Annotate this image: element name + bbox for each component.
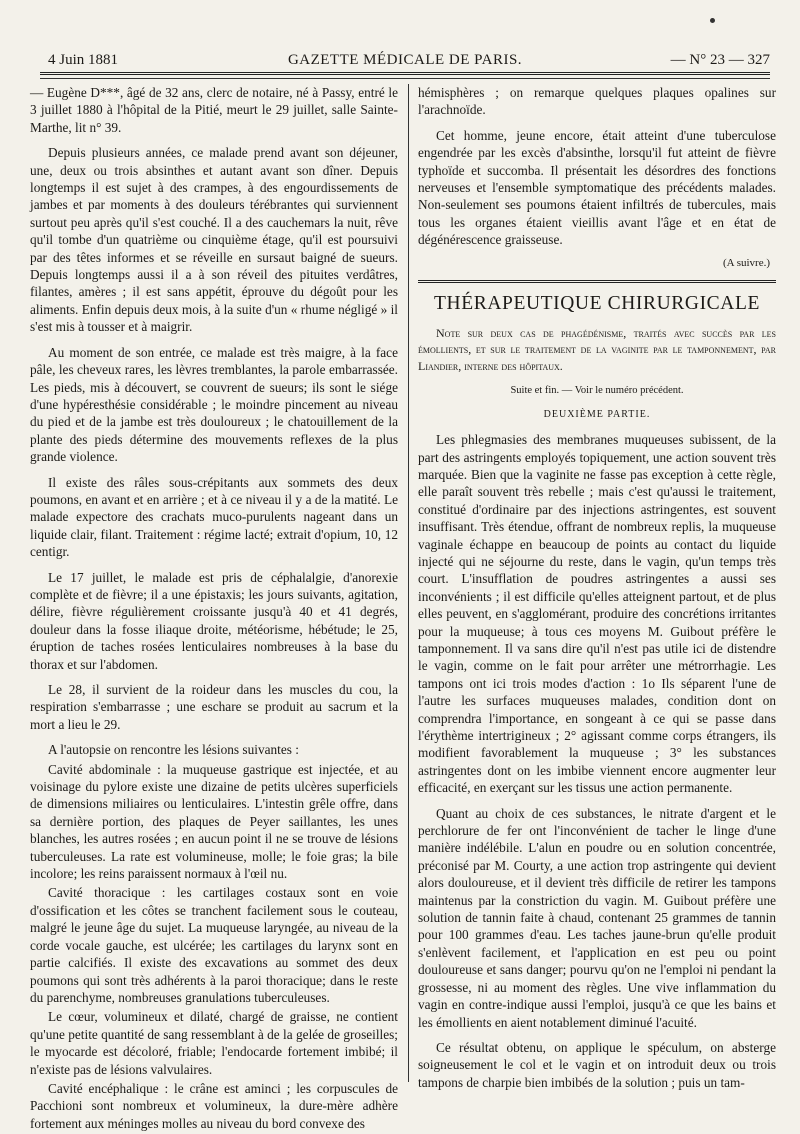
header-rule-thin — [40, 78, 770, 79]
part-heading: DEUXIÈME PARTIE. — [543, 408, 651, 420]
section-rule — [418, 280, 776, 283]
paragraph: Le 28, il survient de la roideur dans les muscles du cou, la respiration s'embarrasse ; une eschare se produit au sacrum et la mort a lieu le 29. — [30, 682, 398, 732]
paragraph: Ce résultat obtenu, on applique le spéculum, on absterge soigneusement le col et le vagin et on introduit deux ou trois tampons de charpie bien imbibés de la solution ; puis un tam- — [418, 1039, 776, 1090]
article-note: Note sur deux cas de phagédénisme, traités avec succès par les émollients, et sur le traitement de la vaginite par le tamponnement, par Liandier, interne des hôpitaux. — [418, 326, 776, 373]
paragraph: — Eugène D***, âgé de 32 ans, clerc de notaire, né à Passy, entré le 3 juillet 1880 à l'hôpital de la Pitié, meurt le 29 juillet, salle Sainte-Marthe, lit n° 39. — [30, 85, 398, 135]
ink-spot — [710, 18, 715, 23]
section-title: THÉRAPEUTIQUE CHIRURGICALE — [434, 293, 760, 315]
page-header — [40, 50, 770, 72]
paragraph: hémisphères ; on remarque quelques plaques opalines sur l'arachnoïde. — [418, 85, 776, 118]
header-date: 4 Juin 1881 — [48, 52, 119, 68]
right-column — [418, 84, 776, 1099]
header-title: GAZETTE MÉDICALE DE PARIS. — [287, 52, 523, 68]
paragraph: Quant au choix de ces substances, le nitrate d'argent et le perchlorure de fer ont l'inconvénient de tacher le linge d'une manière indélébile. L'alun en poudre ou en solution concentrée, préconisé par M. Courty, a une action trop astringente qui devient alors douloureuse, et il devient très difficile de retirer les tampons maintenus par la constriction du vagin. M. Guibout préfère une solution de tannin faite à chaud, contenant 25 grammes de tannin pour 100 grammes d'eau. Les taches jaune-brun qu'elle produit s'enlèvent facilement, et l'application en est peu ou point douloureuse et sans danger; pourvu qu'on ne l'emploi ni pendant la grossesse, ni au moment des règles. Une vive inflammation du vagin en contre-indique aussi l'emploi, jusqu'à ce que les bains et les émollients en aient notablement diminué l'acuité. — [418, 805, 776, 1030]
left-column — [30, 84, 398, 1134]
paragraph: Au moment de son entrée, ce malade est très maigre, à la face pâle, les cheveux rares, les lèvres tremblantes, la parole embarrassée. Les pieds, mis à découvert, se couvrent de sueurs; ils sont le siége d'une hypéresthésie considérable ; le moindre pincement au niveau du pied et de la jambe est très douloureux ; le chatouillement de la plante des pieds détermine des mouvements reflexes de la plus grande violence. — [30, 344, 398, 465]
paragraph: Depuis plusieurs années, ce malade prend avant son déjeuner, une, deux ou trois absinthes et autant avant son dîner. Depuis longtemps il est sujet à des crampes, à des engourdissements de jambes et par moments à des douleurs térébrantes qui surviennent surtout peu après qu'il s'est couché. Il a des cauchemars la nuit, rêve qu'il tombe d'un quatrième ou cinquième étage, qu'il est poursuivi par des têtes informes et se réveille en sursaut baigné de sueurs. Depuis longtemps aussi il a à son réveil des pituites verdâtres, filantes, amères ; il est sans appétit, éprouve du dégoût pour les aliments. Enfin depuis deux mois, à la suite d'un « rhume négligé » il s'est mis à tousser et à maigrir. — [30, 145, 398, 335]
paragraph: Les phlegmasies des membranes muqueuses subissent, de la part des astringents employés topiquement, une action souvent très marquée. Bien que la vaginite ne fasse pas exception à cette règle, elle paraît souvent très rebelle ; mais c'est qu'aussi le traitement, constitué d'ordinaire par des injections astringentes, est souvent insuffisant. Très étendue, offrant de nombreux replis, la muqueuse vaginale échappe en beaucoup de points au contact du liquide injecté qui ne séjourne du reste, dans le vagin, qu'un temps très court. L'insufflation de poudres astringentes a aussi ses inconvénients ; il est difficile qu'elles atteignent partout, et de plus elles peuvent, en s'agglomérant, produire des concrétions irritantes pour la muqueuse; à tous ces moyens M. Guibout préfère le tamponnement. Il va sans dire qu'il n'est pas utile ici de distendre le vagin, comme on le fait pour arrêter une métrorrhagie. Les tampons ont ici trois modes d'action : 1o Ils séparent l'une de l'autre les surfaces muqueuses malades, condition dont on comprendra l'importance, en songeant à ce qui se passe dans l'érythème intertrigineux ; 2° agissant comme corps étrangers, ils modifient favorablement la muqueuse ; 3° les substances astringentes dont on les imbibe viennent encore augmenter leur efficacité, en exerçant sur les tissus une action permanente. — [418, 432, 776, 796]
paragraph: Cavité encéphalique : le crâne est aminci ; les corpuscules de Pacchioni sont nombreux et volumineux, la dure-mère adhère fortement aux méninges molles au niveau du bord convexe des — [30, 1080, 398, 1131]
continuation-note: Suite et fin. — Voir le numéro précédent. — [510, 385, 684, 397]
paragraph: Le cœur, volumineux et dilaté, chargé de graisse, ne contient qu'une petite quantité de sang ressemblant à de la gelée de groseilles; le myocarde est décoloré, friable; l'endocarde fortement imbibé; il n'existe pas de lésions valvulaires. — [30, 1009, 398, 1077]
column-divider — [408, 84, 409, 1082]
header-issue-number: — N° 23 — 327 — [670, 52, 770, 68]
paragraph: Cet homme, jeune encore, était atteint d'une tuberculose engendrée par les excès d'absinthe, lorsqu'il fut atteint de fièvre typhoïde et succomba. Il présentait les désordres des fonctions nerveuses et l'ensemble symptomatique des précédents malades. Non-seulement ses poumons étaient infiltrés de tubercules, mais tous les organes étaient vieillis avant l'âge et en état de dégénérescence graisseuse. — [418, 127, 776, 248]
paragraph: A l'autopsie on rencontre les lésions suivantes : — [48, 742, 299, 758]
paragraph: Cavité thoracique : les cartilages costaux sont en voie d'ossification et les côtes se tranchent facilement sous le couteau, malgré le jeune âge du sujet. La muqueuse laryngée, au niveau de la corde vocale gauche, est ulcérée; les cartilages du larynx sont en partie calcifiés. Il existe des excavations au sommet des deux poumons qui sont très adhérents à la paroi thoracique; dans le reste du parenchyme, nombreuses granulations tuberculeuses. — [30, 885, 398, 1005]
paragraph: Cavité abdominale : la muqueuse gastrique est injectée, et au voisinage du pylore existe une dizaine de petits ulcères superficiels de dimensions miliaires ou lenticulaires. L'intestin grêle offre, dans sa dernière portion, des plaques de Peyer saillantes, les unes blanches, les autres rosées ; en aucun point il ne se trouve de lésions tuberculeuses. La rate est volumineuse, molle; le foie gras; la bile incolore; les reins paraissent normaux à l'œil nu. — [30, 761, 398, 882]
header-rule — [40, 72, 770, 75]
paragraph: Il existe des râles sous-crépitants aux sommets des deux poumons, en avant et en arrière ; et à ce niveau il y a de la matité. Le malade expectore des crachats muco-purulents nageant dans un liquide clair, filant. Traitement : régime lacté; extrait d'opium, 10, 12 centigr. — [30, 474, 398, 560]
to-be-continued: (A suivre.) — [722, 256, 770, 269]
paragraph: Le 17 juillet, le malade est pris de céphalalgie, d'anorexie complète et de fièvre; il a une épistaxis; les jours suivants, agitation, délire, fièvre régulièrement croissante jusqu'à 40 et 41 degrés, douleur dans la fosse iliaque droite, météorisme, hébétude; le 25, éruption de taches rosées lenticulaires nombreuses à la base du thorax et sur l'abdomen. — [30, 569, 398, 672]
